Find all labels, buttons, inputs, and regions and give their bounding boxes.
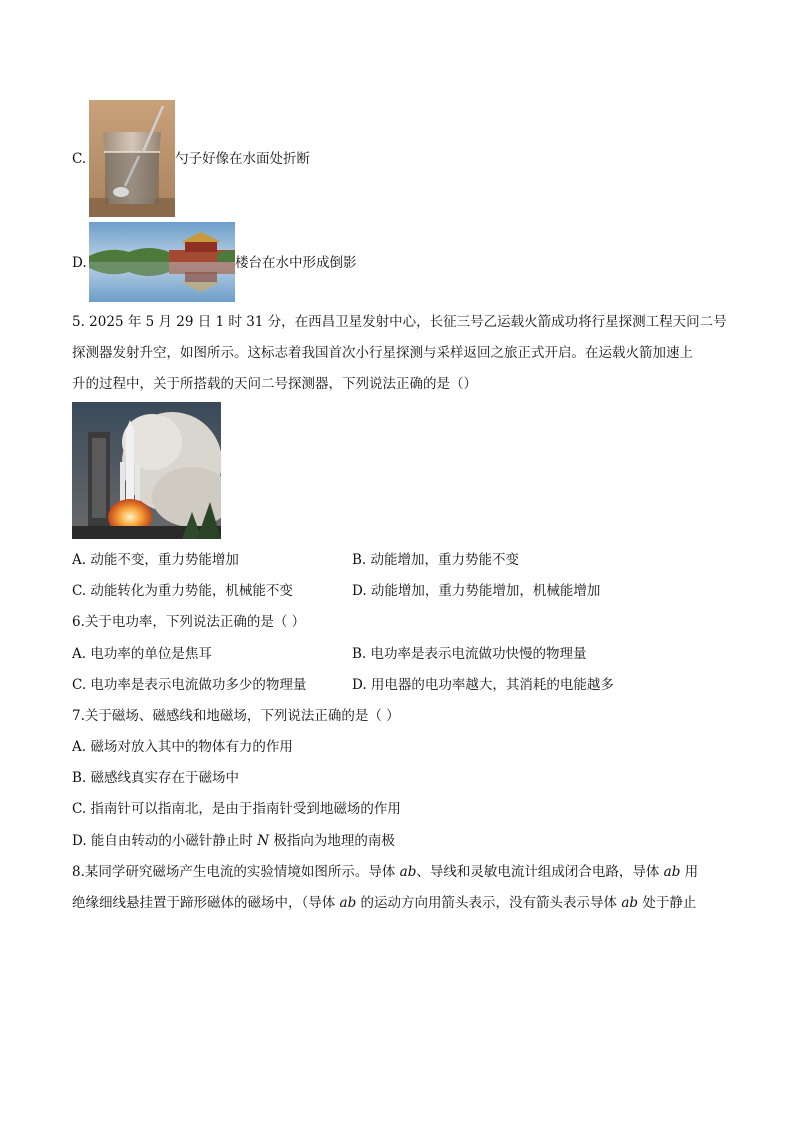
option-d-text: 楼台在水中形成倒影 <box>235 255 357 271</box>
rocket-launch-image <box>72 402 221 539</box>
palace-reflection-image <box>89 222 235 302</box>
q6-option-d[interactable]: D. 用电器的电功率越大，其消耗的电能越多 <box>352 677 614 693</box>
q8-stem-line-1 <box>72 863 698 881</box>
q8-l1-a: 8.某同学研究磁场产生电流的实验情境如图所示。导体 <box>72 864 400 880</box>
q5-stem-line-1: 5. 2025 年 5 月 29 日 1 时 31 分，在西昌卫星发射中心，长征三号乙运载火箭成功将行星探测工程天问二号 <box>72 314 727 330</box>
q5-option-c[interactable]: C. 动能转化为重力势能，机械能不变 <box>72 583 293 599</box>
option-c-text: 勺子好像在水面处折断 <box>175 151 310 167</box>
q7-option-d-post: 极指向为地理的南极 <box>269 833 395 849</box>
q5-option-b[interactable]: B. 动能增加，重力势能不变 <box>352 552 520 568</box>
q5-stem-line-3: 升的过程中，关于所搭载的天问二号探测器，下列说法正确的是（） <box>72 376 477 392</box>
q8-l2-var-1: ab <box>339 895 357 911</box>
q7-option-d[interactable] <box>72 832 395 850</box>
q8-l2-a: 绝缘细线悬挂置于蹄形磁体的磁场中，（导体 <box>72 895 340 911</box>
q7-option-c[interactable]: C. 指南针可以指南北，是由于指南针受到地磁场的作用 <box>72 801 401 817</box>
q6-stem: 6.关于电功率，下列说法正确的是（ ） <box>72 614 306 630</box>
q6-option-a[interactable]: A. 电功率的单位是焦耳 <box>72 646 212 662</box>
spoon-in-glass-image <box>89 100 175 217</box>
q7-option-b[interactable]: B. 磁感线真实存在于磁场中 <box>72 770 240 786</box>
q7-stem: 7.关于磁场、磁感线和地磁场，下列说法正确的是（ ） <box>72 708 400 724</box>
q8-l1-var-2: ab <box>663 864 681 880</box>
q7-option-a[interactable]: A. 磁场对放入其中的物体有力的作用 <box>72 739 293 755</box>
q8-l2-b: 的运动方向用箭头表示，没有箭头表示导体 <box>356 895 622 911</box>
q8-l2-c: 处于静止 <box>638 895 697 911</box>
q8-stem-line-2 <box>72 894 696 912</box>
q6-option-b[interactable]: B. 电功率是表示电流做功快慢的物理量 <box>352 646 587 662</box>
q5-stem-line-2: 探测器发射升空，如图所示。这标志着我国首次小行星探测与采样返回之旅正式开启。在运载火箭加速上 <box>72 345 693 361</box>
q8-l1-var-1: ab <box>399 864 417 880</box>
option-d-letter: D. <box>72 255 87 271</box>
option-c-letter: C. <box>72 151 87 167</box>
q6-option-c[interactable]: C. 电功率是表示电流做功多少的物理量 <box>72 677 307 693</box>
q8-l2-var-2: ab <box>621 895 639 911</box>
q8-l1-b: 、导线和灵敏电流计组成闭合电路，导体 <box>416 864 664 880</box>
q7-option-d-var: N <box>257 833 270 849</box>
q8-l1-c: 用 <box>680 864 699 880</box>
q7-option-d-pre: D. 能自由转动的小磁针静止时 <box>72 833 258 849</box>
q5-option-d[interactable]: D. 动能增加，重力势能增加，机械能增加 <box>352 583 601 599</box>
q5-option-a[interactable]: A. 动能不变，重力势能增加 <box>72 552 239 568</box>
